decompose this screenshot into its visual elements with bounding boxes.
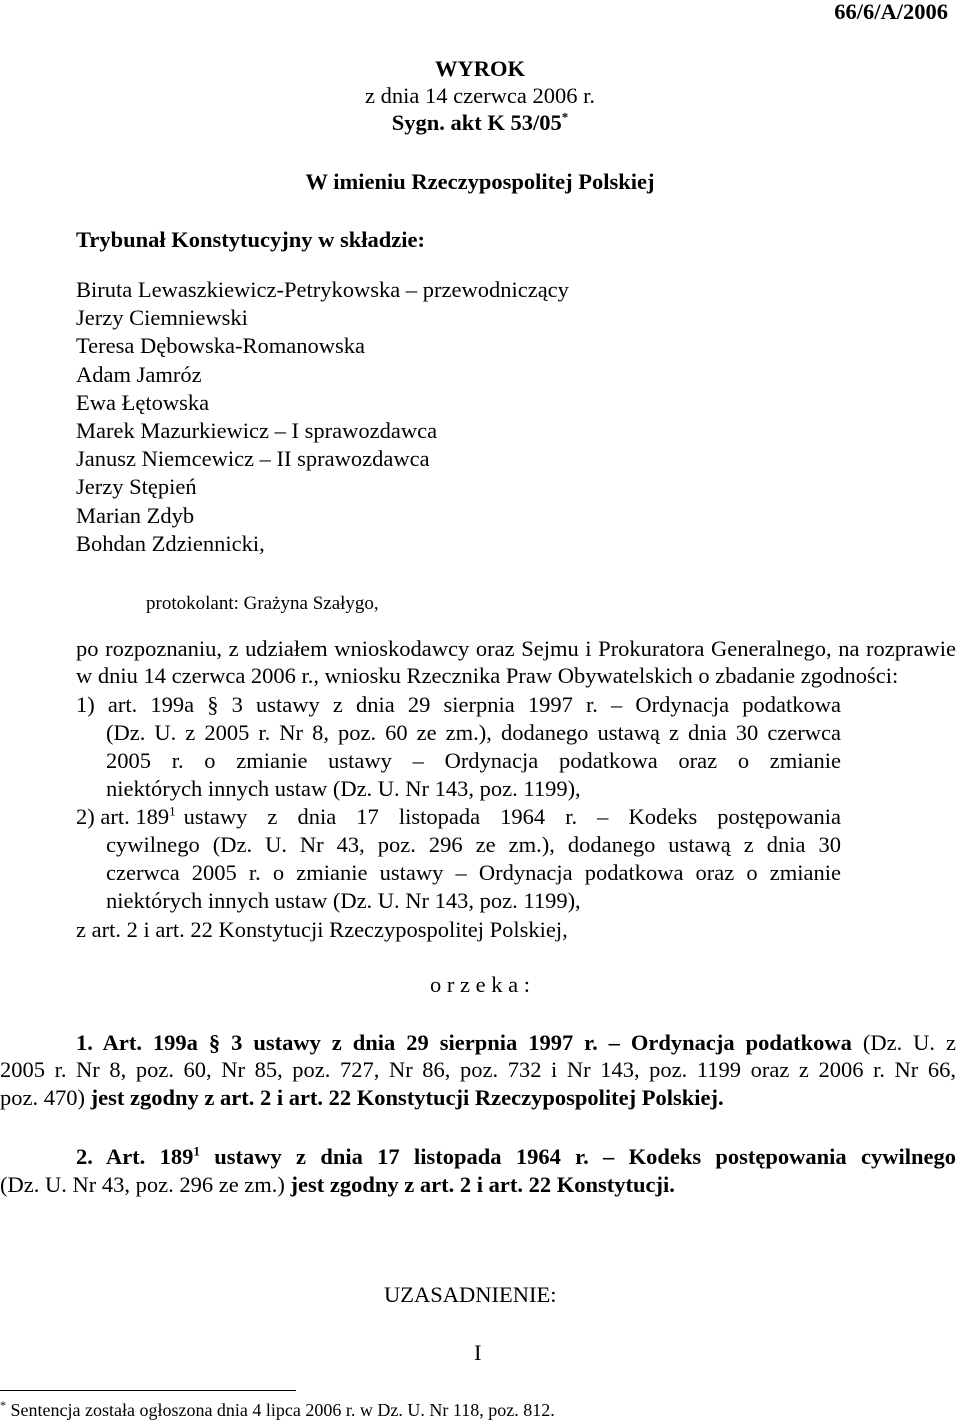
case-number: Sygn. akt K 53/05* [391, 109, 569, 135]
footnote-separator [0, 1390, 296, 1391]
item-2-line: czerwca 2005 r. o zmianie ustawy – Ordynacja podatkowa oraz o zmianie [106, 860, 841, 885]
judge-name: Biruta Lewaszkiewicz-Petrykowska – przewodniczący [76, 277, 569, 302]
ruling-2-line: (Dz. U. Nr 43, poz. 296 ze zm.) jest zgodny z art. 2 i art. 22 Konstytucji. [0, 1172, 675, 1197]
item-2-article: 2) art. $189^1$ [76, 803, 176, 829]
judges-list [76, 276, 569, 558]
constitution-reference: z art. 2 i art. 22 Konstytucji Rzeczypospolitej Polskiej, [76, 917, 568, 942]
item-2-line: cywilnego (Dz. U. Nr 43, poz. 296 ze zm.), dodanego ustawą z dnia 30 [106, 832, 841, 857]
judgment-date: z dnia 14 czerwca 2006 r. [365, 83, 595, 108]
composition-heading: Trybunał Konstytucyjny w składzie: [76, 227, 426, 252]
item-2-line [76, 803, 841, 831]
court-clerk: protokolant: Grażyna Szałygo, [146, 593, 379, 614]
judge-name: Jerzy Stępień [76, 474, 197, 500]
part-number: I [474, 1340, 482, 1365]
document-id: 66/6/A/2006 [834, 0, 948, 24]
item-2-text: ustawy z dnia 17 listopada 1964 r. – Kodeks postępowania [183, 804, 841, 829]
judge-name: Marian Zdyb [76, 502, 195, 528]
ruling-word: o r z e k a : [430, 972, 530, 997]
proceedings-line: po rozpoznaniu, z udziałem wnioskodawcy oraz Sejmu i Prokuratora Generalnego, na rozprawie [76, 636, 956, 661]
in-the-name-of: W imieniu Rzeczypospolitej Polskiej [305, 169, 655, 194]
justification-heading: UZASADNIENIE: [384, 1282, 557, 1307]
footnote: * Sentencja została ogłoszona dnia 4 lipca 2006 r. w Dz. U. Nr 118, poz. 812. [0, 1398, 555, 1420]
judge-name: Ewa Łętowska [76, 389, 210, 415]
document-title: WYROK [435, 56, 525, 81]
judge-name: Bohdan Zdziennicki, [76, 530, 265, 556]
item-1-line: niektórych innych ustaw (Dz. U. Nr 143, poz. 1199), [106, 776, 581, 801]
judge-name: Adam Jamróz [76, 361, 202, 387]
proceedings-line: w dniu 14 czerwca 2006 r., wniosku Rzecznika Praw Obywatelskich o zbadanie zgodności: [76, 663, 899, 688]
ruling-2-line: 2. Art. $189^1$ ustawy z dnia 17 listopada 1964 r. – Kodeks postępowania cywilnego [76, 1143, 956, 1169]
judge-name: Teresa Dębowska-Romanowska [76, 333, 365, 359]
judge-name: Marek Mazurkiewicz – I sprawozdawca [76, 418, 438, 444]
ruling-1-line: poz. 470) jest zgodny z art. 2 i art. 22 Konstytucji Rzeczypospolitej Polskiej. [0, 1085, 724, 1110]
item-1-line: 2005 r. o zmianie ustawy – Ordynacja podatkowa oraz o zmianie [106, 748, 841, 773]
item-1-line: 1) art. 199a § 3 ustawy z dnia 29 sierpnia 1997 r. – Ordynacja podatkowa [76, 692, 841, 717]
item-2-line: niektórych innych ustaw (Dz. U. Nr 143, poz. 1199), [106, 888, 581, 913]
footnote-reference: * [561, 109, 569, 125]
ruling-1-line: 2005 r. Nr 8, poz. 60, Nr 85, poz. 727, Nr 86, poz. 732 i Nr 143, poz. 1199 oraz z 2006 r. Nr 66, [0, 1057, 956, 1082]
judge-name: Janusz Niemcewicz – II sprawozdawca [76, 446, 430, 472]
item-1-line: (Dz. U. z 2005 r. Nr 8, poz. 60 ze zm.), dodanego ustawą z dnia 30 czerwca [106, 720, 841, 745]
judge-name: Jerzy Ciemniewski [76, 305, 248, 331]
ruling-1-line: 1. Art. 199a § 3 ustawy z dnia 29 sierpnia 1997 r. – Ordynacja podatkowa (Dz. U. z [76, 1030, 957, 1055]
